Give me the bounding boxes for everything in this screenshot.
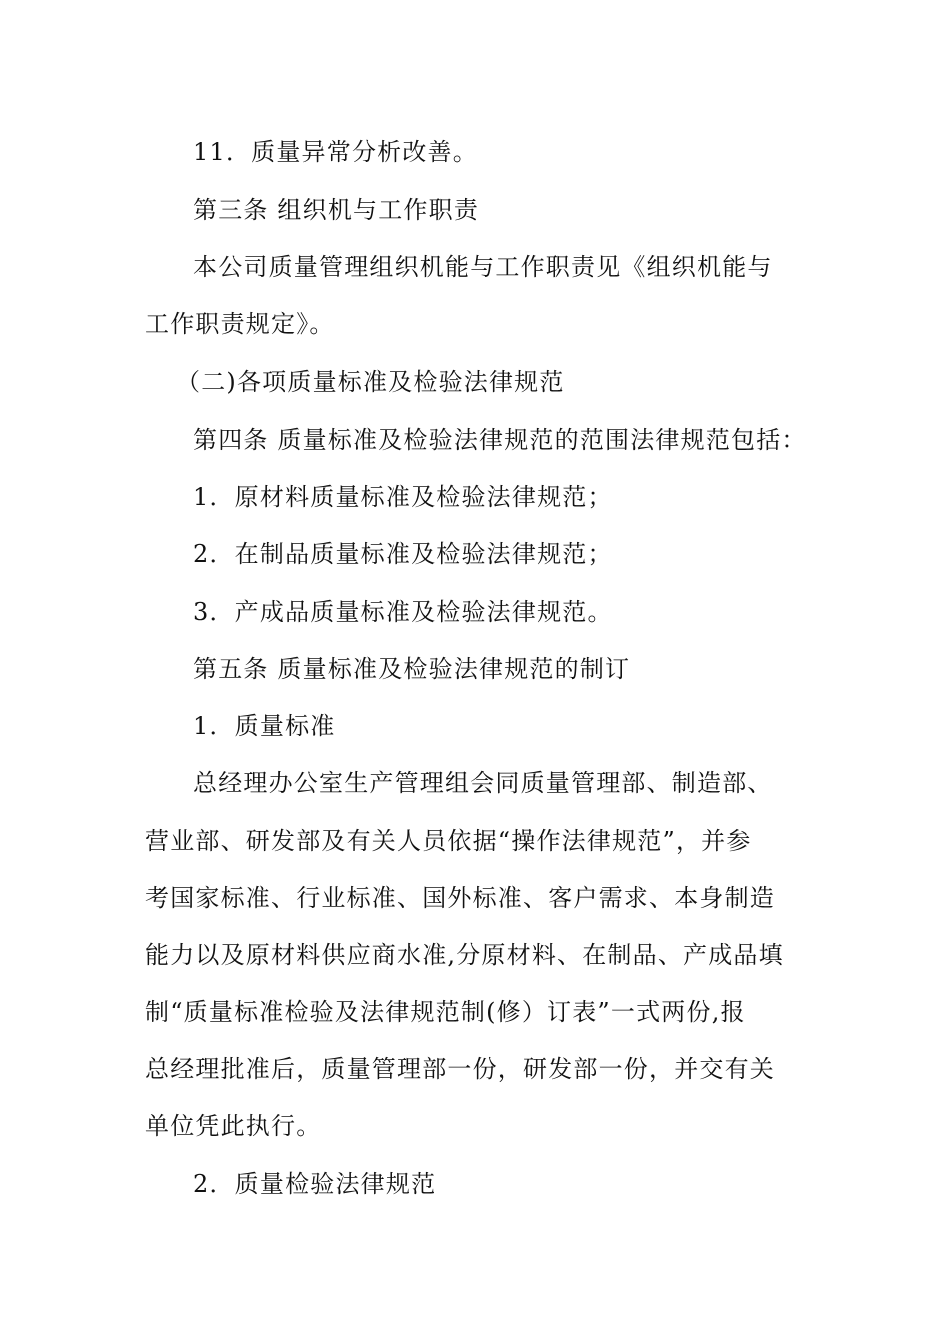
paragraph-line: 本公司质量管理组织机能与工作职责见《组织机能与 bbox=[193, 253, 773, 281]
list-item: 3．产成品质量标准及检验法律规范。 bbox=[193, 598, 613, 626]
paragraph-line: 11．质量异常分析改善。 bbox=[193, 138, 478, 166]
section-heading: （二)各项质量标准及检验法律规范 bbox=[176, 368, 565, 396]
paragraph-line: 单位凭此执行。 bbox=[145, 1112, 322, 1140]
article-heading: 第五条 质量标准及检验法律规范的制订 bbox=[193, 655, 631, 683]
paragraph-line: 工作职责规定》。 bbox=[145, 310, 335, 338]
paragraph-line: 总经理办公室生产管理组会同质量管理部、制造部、 bbox=[193, 769, 773, 797]
list-item: 2．在制品质量标准及检验法律规范； bbox=[193, 540, 613, 568]
paragraph-line: 总经理批准后，质量管理部一份，研发部一份，并交有关 bbox=[145, 1055, 775, 1083]
paragraph-line: 制“质量标准检验及法律规范制(修）订表”一式两份,报 bbox=[145, 998, 746, 1026]
article-heading: 第三条 组织机与工作职责 bbox=[193, 196, 480, 224]
paragraph-line: 营业部、研发部及有关人员依据“操作法律规范”，并参 bbox=[145, 827, 752, 855]
article-heading: 第四条 质量标准及检验法律规范的范围法律规范包括： bbox=[193, 426, 807, 454]
list-item: 1．质量标准 bbox=[193, 712, 336, 740]
list-item: 2．质量检验法律规范 bbox=[193, 1170, 437, 1198]
paragraph-line: 能力以及原材料供应商水准,分原材料、在制品、产成品填 bbox=[145, 941, 784, 969]
paragraph-line: 考国家标准、行业标准、国外标准、客户需求、本身制造 bbox=[145, 884, 775, 912]
list-item: 1．原材料质量标准及检验法律规范； bbox=[193, 483, 613, 511]
